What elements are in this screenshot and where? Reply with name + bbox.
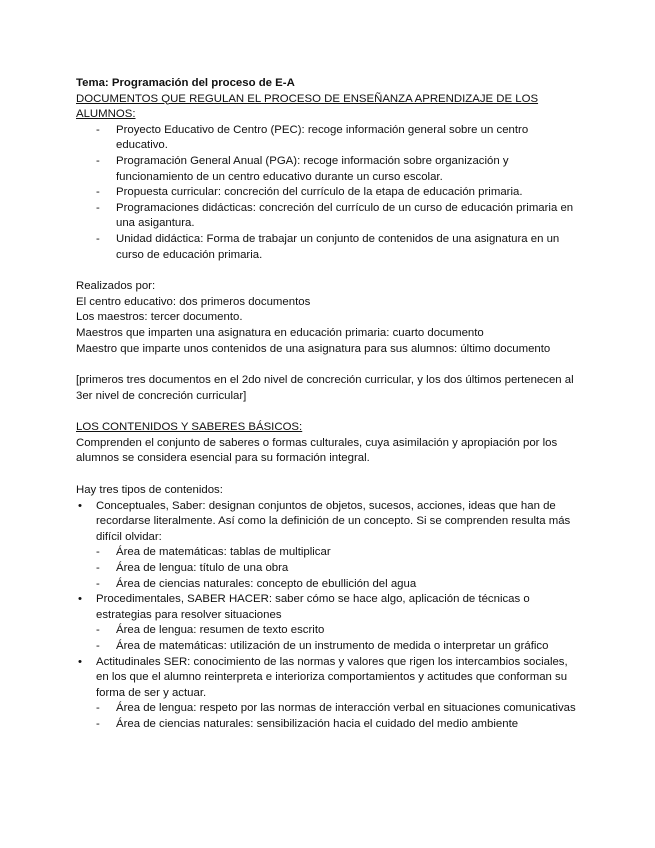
realizados-line: Maestros que imparten una asignatura en educación primaria: cuarto documento xyxy=(76,326,484,339)
content-type-text: Procedimentales, SABER HACER: saber cómo se hace algo, aplicación de técnicas o estrategias para resolver situaciones xyxy=(96,593,530,621)
contents-intro: Comprenden el conjunto de saberes o formas culturales, cuya asimilación y apropiación por los alumnos se considera esencial para su formación integral. xyxy=(76,436,558,465)
dash-marker: - xyxy=(96,123,100,136)
bullet-marker: • xyxy=(78,593,82,606)
list-item xyxy=(76,232,580,263)
list-item-text: Programación General Anual (PGA): recoge información sobre organización y funcionamiento de un centro educativo durante un curso escolar. xyxy=(116,154,509,183)
examples-list xyxy=(96,701,580,732)
examples-list xyxy=(96,545,580,592)
example-item xyxy=(96,623,580,639)
example-item xyxy=(96,577,580,593)
realizados-line: Maestro que imparte unos contenidos de una asignatura para sus alumnos: último documento xyxy=(76,342,551,355)
list-item-text: Propuesta curricular: concreción del currículo de la etapa de educación primaria. xyxy=(116,186,523,199)
example-item xyxy=(96,545,580,561)
list-item-text: Programaciones didácticas: concreción del currículo de un curso de educación primaria en una asigantura. xyxy=(116,201,574,230)
example-item xyxy=(96,561,580,577)
dash-marker: - xyxy=(96,186,100,199)
documents-heading: DOCUMENTOS QUE REGULAN EL PROCESO DE ENSEÑANZA APRENDIZAJE DE LOS ALUMNOS: xyxy=(76,92,539,121)
dash-marker: - xyxy=(96,624,100,637)
list-item-text: Proyecto Educativo de Centro (PEC): recoge información general sobre un centro educativo. xyxy=(116,123,529,152)
dash-marker: - xyxy=(96,717,100,730)
content-type-item xyxy=(76,592,580,654)
dash-marker: - xyxy=(96,546,100,559)
document-page xyxy=(76,76,580,733)
list-item xyxy=(76,123,580,154)
example-text: Área de lengua: título de una obra xyxy=(116,562,289,575)
example-text: Área de ciencias naturales: sensibilización hacia el cuidado del medio ambiente xyxy=(116,717,519,730)
dash-marker: - xyxy=(96,640,100,652)
realizados-line: El centro educativo: dos primeros documentos xyxy=(76,295,311,308)
example-text: Área de ciencias naturales: concepto de ebullición del agua xyxy=(116,577,417,590)
dash-marker: - xyxy=(96,232,100,245)
example-text: Área de matemáticas: tablas de multiplicar xyxy=(116,546,331,559)
content-type-item xyxy=(76,655,580,733)
content-type-item xyxy=(76,499,580,593)
realizados-label: Realizados por: xyxy=(76,280,156,293)
content-types-list xyxy=(76,499,580,733)
example-text: Área de lengua: respeto por las normas de interacción verbal en situaciones comunicativas xyxy=(116,702,576,715)
list-item xyxy=(76,154,580,185)
curricular-note: [primeros tres documentos en el 2do nivel de concreción curricular, y los dos últimos pertenecen al 3er nivel de concreción curricular] xyxy=(76,374,574,402)
list-item-text: Unidad didáctica: Forma de trabajar un conjunto de contenidos de una asignatura en un curso de educación primaria. xyxy=(116,232,560,261)
example-item xyxy=(96,717,580,733)
dash-marker: - xyxy=(96,154,100,167)
content-type-text: Conceptuales, Saber: designan conjuntos de objetos, sucesos, acciones, ideas que han de recordarse literalmente. Así como la definición de un concepto. Si se comprenden resulta más difícil olvidar: xyxy=(96,499,571,543)
list-item xyxy=(76,201,580,232)
documents-list xyxy=(76,123,580,263)
content-type-text: Actitudinales SER: conocimiento de las normas y valores que rigen los intercambios sociales, en los que el alumno reinterpreta e interioriza comportamientos y actitudes que conforman su forma de ser y actuar. xyxy=(96,655,568,699)
example-item xyxy=(96,701,580,717)
page-title: Tema: Programación del proceso de E-A xyxy=(76,77,295,89)
dash-marker: - xyxy=(96,562,100,575)
contents-heading: LOS CONTENIDOS Y SABERES BÁSICOS: xyxy=(76,421,303,434)
list-item xyxy=(76,185,580,201)
realizados-line: Los maestros: tercer documento. xyxy=(76,311,243,324)
example-text: Área de lengua: resumen de texto escrito xyxy=(116,624,325,637)
dash-marker: - xyxy=(96,577,100,590)
bullet-marker: • xyxy=(78,655,82,668)
types-label: Hay tres tipos de contenidos: xyxy=(76,484,223,497)
dash-marker: - xyxy=(96,201,100,214)
example-item xyxy=(96,639,580,655)
example-text: Área de matemáticas: utilización de un instrumento de medida o interpretar un gráfico xyxy=(116,640,549,652)
examples-list xyxy=(96,623,580,654)
bullet-marker: • xyxy=(78,499,82,512)
dash-marker: - xyxy=(96,702,100,715)
